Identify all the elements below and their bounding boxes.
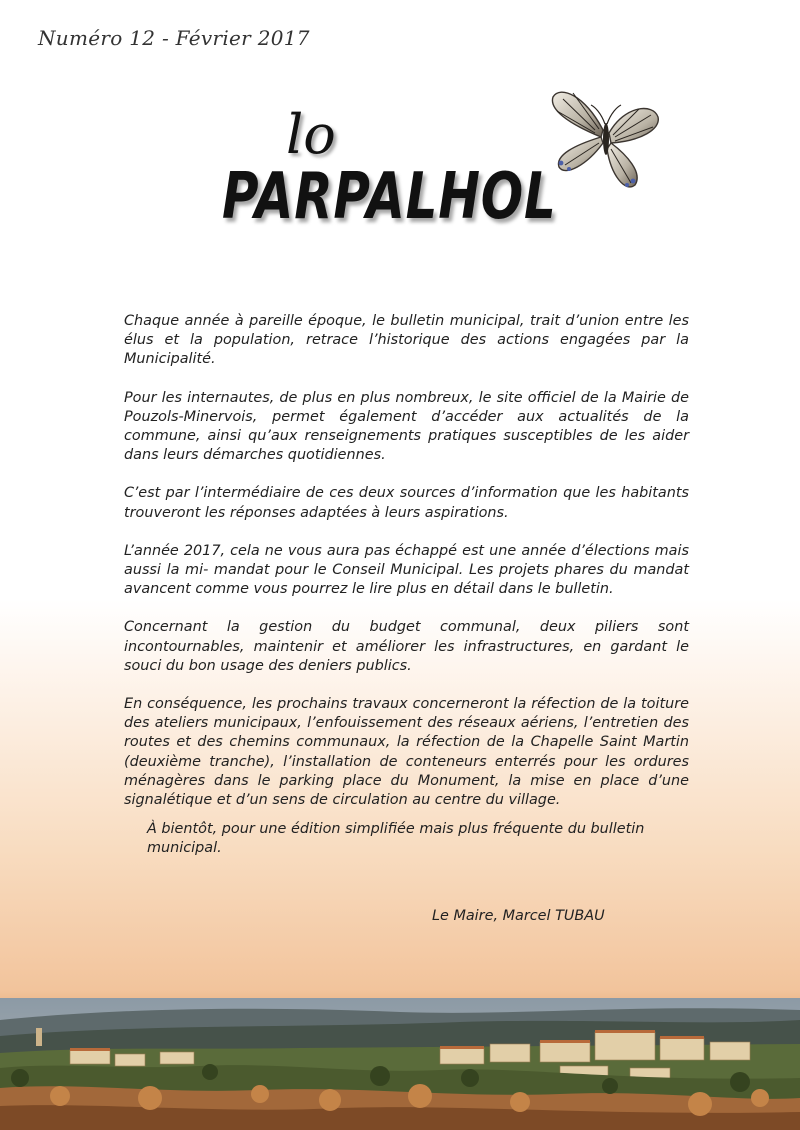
editorial-body [124,312,689,829]
paragraph-3: C’est par l’intermédiaire de ces deux sources d’information que les habitants trouveront les réponses adaptées à leurs aspirations. [124,485,689,521]
village-landscape-photo [0,998,800,1130]
closing-paragraph: À bientôt, pour une édition simplifiée mais plus fréquente du bulletin municipal. [147,821,645,857]
logo-title: PARPALHOL [222,160,557,234]
issue-header: Numéro 12 - Février 2017 [38,26,310,50]
paragraph-1: Chaque année à pareille époque, le bulletin municipal, trait d’union entre les élus et la population, retrace l’historique des actions engagées par la Municipalité. [124,313,689,368]
butterfly-icon [545,85,665,195]
signature: Le Maire, Marcel TUBAU [432,908,605,924]
logo-lo: lo [286,103,336,166]
paragraph-5: Concernant la gestion du budget communal, deux piliers sont incontournables, maintenir et améliorer les infrastructures, en gardant le souci du bon usage des deniers publics. [124,619,689,674]
paragraph-6: En conséquence, les prochains travaux concerneront la réfection de la toiture des ateliers municipaux, l’enfouissement des réseaux aériens, l’entretien des routes et des chemins communaux, la réfection de la Chapelle Saint Martin (deuxième tranche), l’installation de conteneurs enterrés pour les ordures ménagères dans le parking place du Monument, la mise en place d’une signalétique et d’un sens de circulation au centre du village. [124,696,689,809]
paragraph-2: Pour les internautes, de plus en plus nombreux, le site officiel de la Mairie de Pouzols-Minervois, permet également d’accéder aux actualités de la commune, ainsi qu’aux renseignements pratiques susceptibles de les aider dans leurs démarches quotidiennes. [124,389,689,464]
paragraph-4: L’année 2017, cela ne vous aura pas échappé est une année d’élections mais aussi la mi- mandat pour le Conseil Municipal. Les projets phares du mandat avancent comme vous pourrez le lire plus en détail dans le bulletin. [124,542,689,598]
